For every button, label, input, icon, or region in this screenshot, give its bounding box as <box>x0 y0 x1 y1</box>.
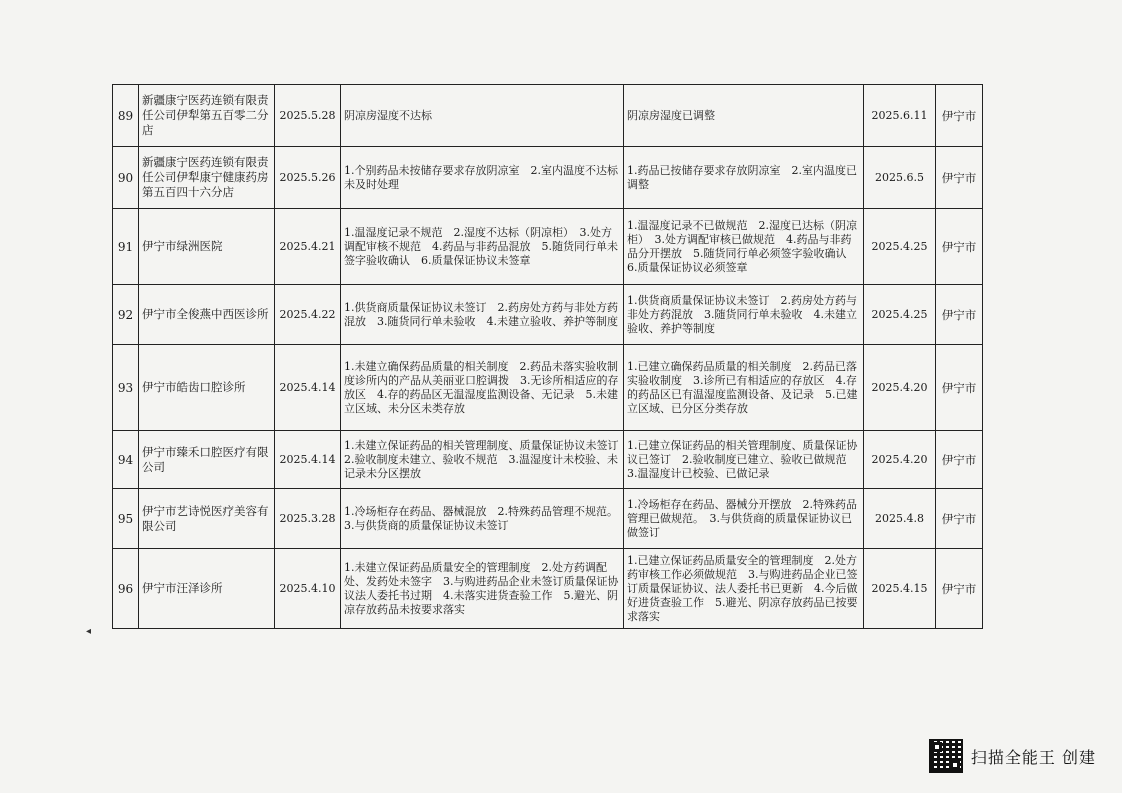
check-date: 2025.5.26 <box>275 147 341 209</box>
scanner-watermark <box>929 739 1096 773</box>
row-number: 95 <box>113 489 139 549</box>
page-mark: ◂ <box>86 626 92 637</box>
inspection-table-page <box>112 84 982 629</box>
entity-name: 新疆康宁医药连锁有限责任公司伊犁第五百零二分店 <box>139 85 275 147</box>
rectification-status: 1.已建立保证药品质量安全的管理制度 2.处方药审核工作必须做规范 3.与购进药品企业已签订质量保证协议、法人委托书已更新 4.今后做好进货查验工作 5.避光、阴凉存放药品已按要求落实 <box>624 549 864 629</box>
entity-name: 伊宁市艺诗悦医疗美容有限公司 <box>139 489 275 549</box>
area: 伊宁市 <box>936 489 983 549</box>
check-date: 2025.3.28 <box>275 489 341 549</box>
entity-name: 伊宁市汪泽诊所 <box>139 549 275 629</box>
entity-name: 伊宁市皓齿口腔诊所 <box>139 345 275 431</box>
rectification-status: 1.供货商质量保证协议未签订 2.药房处方药与非处方药混放 3.随货同行单未验收 4.未建立验收、养护等制度 <box>624 285 864 345</box>
row-number: 91 <box>113 209 139 285</box>
problems-found: 阴凉房湿度不达标 <box>341 85 624 147</box>
check-date: 2025.4.22 <box>275 285 341 345</box>
rectification-status: 1.已建立保证药品的相关管理制度、质量保证协议已签订 2.验收制度已建立、验收已做规范 3.温湿度计已校验、已做记录 <box>624 431 864 489</box>
qr-code-icon <box>929 739 963 773</box>
problems-found: 1.未建立确保药品质量的相关制度 2.药品未落实验收制度诊所内的产品从美丽亚口腔调拨 3.无诊所相适应的存放区 4.存的药品区无温湿度监测设备、无记录 5.未建立区域、未分区未类存放 <box>341 345 624 431</box>
completion-date: 2025.4.8 <box>864 489 936 549</box>
table-row <box>113 147 983 209</box>
table-row <box>113 431 983 489</box>
problems-found: 1.未建立保证药品的相关管理制度、质量保证协议未签订 2.验收制度未建立、验收不规范 3.温湿度计未校验、未记录未分区摆放 <box>341 431 624 489</box>
entity-name: 伊宁市臻禾口腔医疗有限公司 <box>139 431 275 489</box>
entity-name: 伊宁市绿洲医院 <box>139 209 275 285</box>
check-date: 2025.4.21 <box>275 209 341 285</box>
table-row <box>113 209 983 285</box>
area: 伊宁市 <box>936 345 983 431</box>
completion-date: 2025.4.25 <box>864 209 936 285</box>
row-number: 93 <box>113 345 139 431</box>
table-row <box>113 489 983 549</box>
table-row <box>113 85 983 147</box>
area: 伊宁市 <box>936 147 983 209</box>
rectification-status: 阴凉房湿度已调整 <box>624 85 864 147</box>
check-date: 2025.4.10 <box>275 549 341 629</box>
check-date: 2025.4.14 <box>275 431 341 489</box>
rectification-status: 1.冷场柜存在药品、器械分开摆放 2.特殊药品管理已做规范。 3.与供货商的质量保证协议已做签订 <box>624 489 864 549</box>
area: 伊宁市 <box>936 285 983 345</box>
area: 伊宁市 <box>936 431 983 489</box>
row-number: 92 <box>113 285 139 345</box>
rectification-status: 1.温湿度记录不已做规范 2.湿度已达标（阴凉柜） 3.处方调配审核已做规范 4.药品与非药品分开摆放 5.随货同行单必须签字验收确认 6.质量保证协议必须签章 <box>624 209 864 285</box>
table-row <box>113 345 983 431</box>
problems-found: 1.未建立保证药品质量安全的管理制度 2.处方药调配处、发药处未签字 3.与购进药品企业未签订质量保证协议法人委托书过期 4.未落实进货查验工作 5.避光、阴凉存放药品未按要求落实 <box>341 549 624 629</box>
table-row <box>113 549 983 629</box>
problems-found: 1.供货商质量保证协议未签订 2.药房处方药与非处方药混放 3.随货同行单未验收 4.未建立验收、养护等制度 <box>341 285 624 345</box>
check-date: 2025.4.14 <box>275 345 341 431</box>
completion-date: 2025.6.11 <box>864 85 936 147</box>
row-number: 94 <box>113 431 139 489</box>
table-row <box>113 285 983 345</box>
completion-date: 2025.4.20 <box>864 345 936 431</box>
completion-date: 2025.6.5 <box>864 147 936 209</box>
rectification-status: 1.已建立确保药品质量的相关制度 2.药品已落实验收制度 3.诊所已有相适应的存放区 4.存的药品区已有温湿度监测设备、及记录 5.已建立区域、已分区分类存放 <box>624 345 864 431</box>
completion-date: 2025.4.15 <box>864 549 936 629</box>
entity-name: 伊宁市全俊燕中西医诊所 <box>139 285 275 345</box>
problems-found: 1.冷场柜存在药品、器械混放 2.特殊药品管理不规范。 3.与供货商的质量保证协议未签订 <box>341 489 624 549</box>
completion-date: 2025.4.25 <box>864 285 936 345</box>
problems-found: 1.个别药品未按储存要求存放阴凉室 2.室内温度不达标未及时处理 <box>341 147 624 209</box>
completion-date: 2025.4.20 <box>864 431 936 489</box>
check-date: 2025.5.28 <box>275 85 341 147</box>
scanner-brand: 扫描全能王 创建 <box>970 747 1096 767</box>
rectification-status: 1.药品已按储存要求存放阴凉室 2.室内温度已调整 <box>624 147 864 209</box>
problems-found: 1.温湿度记录不规范 2.湿度不达标（阴凉柜） 3.处方调配审核不规范 4.药品与非药品混放 5.随货同行单未签字验收确认 6.质量保证协议未签章 <box>341 209 624 285</box>
row-number: 89 <box>113 85 139 147</box>
row-number: 96 <box>113 549 139 629</box>
entity-name: 新疆康宁医药连锁有限责任公司伊犁康宁健康药房第五百四十六分店 <box>139 147 275 209</box>
row-number: 90 <box>113 147 139 209</box>
area: 伊宁市 <box>936 209 983 285</box>
inspection-table <box>112 84 983 629</box>
area: 伊宁市 <box>936 85 983 147</box>
area: 伊宁市 <box>936 549 983 629</box>
